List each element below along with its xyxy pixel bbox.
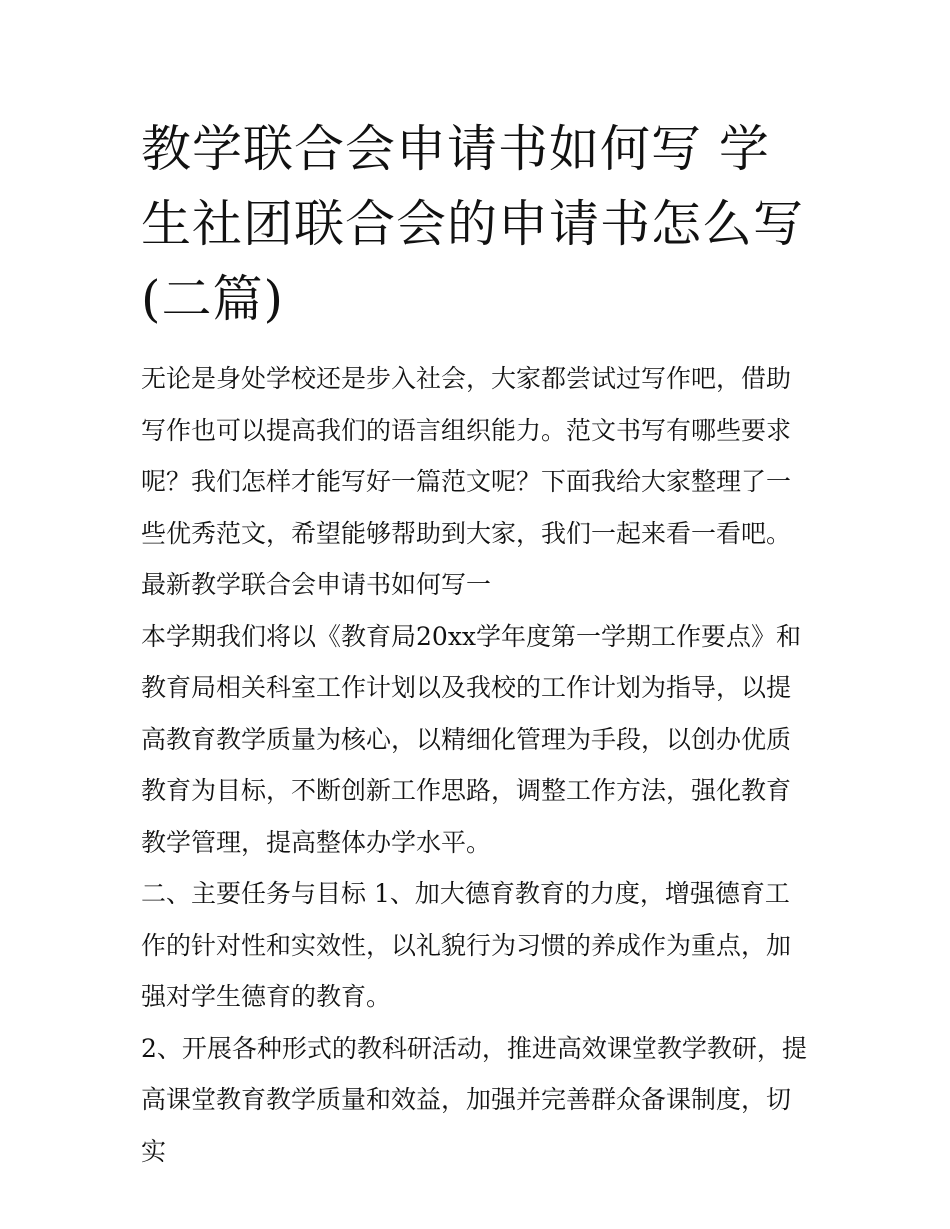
body-paragraph: 2、开展各种形式的教科研活动，推进高效课堂教学教研，提高课堂教育教学质量和效益，加强并完善群众备课制度，切实 bbox=[141, 1033, 807, 1166]
document-body bbox=[141, 353, 813, 1177]
body-paragraph: 二、主要任务与目标 1、加大德育教育的力度，增强德育工作的针对性和实效性，以礼貌行为习惯的养成作为重点，加强对学生德育的教育。 bbox=[141, 879, 792, 1011]
section-heading: 最新教学联合会申请书如何写一 bbox=[141, 570, 492, 599]
document-title: 教学联合会申请书如何写 学生社团联合会的申请书怎么写(二篇) bbox=[141, 120, 804, 328]
intro-paragraph: 无论是身处学校还是步入社会，大家都尝试过写作吧，借助写作也可以提高我们的语言组织能力。范文书写有哪些要求呢？我们怎样才能写好一篇范文呢？下面我给大家整理了一些优秀范文，希望能够帮助到大家，我们一起来看一看吧。 bbox=[141, 364, 792, 548]
document-page bbox=[141, 112, 813, 1177]
body-paragraph: 本学期我们将以《教育局20xx学年度第一学期工作要点》和教育局相关科室工作计划以及我校的工作计划为指导，以提高教育教学质量为核心，以精细化管理为手段，以创办优质教育为目标，不断创新工作思路，调整工作方法，强化教育教学管理，提高整体办学水平。 bbox=[141, 621, 802, 857]
